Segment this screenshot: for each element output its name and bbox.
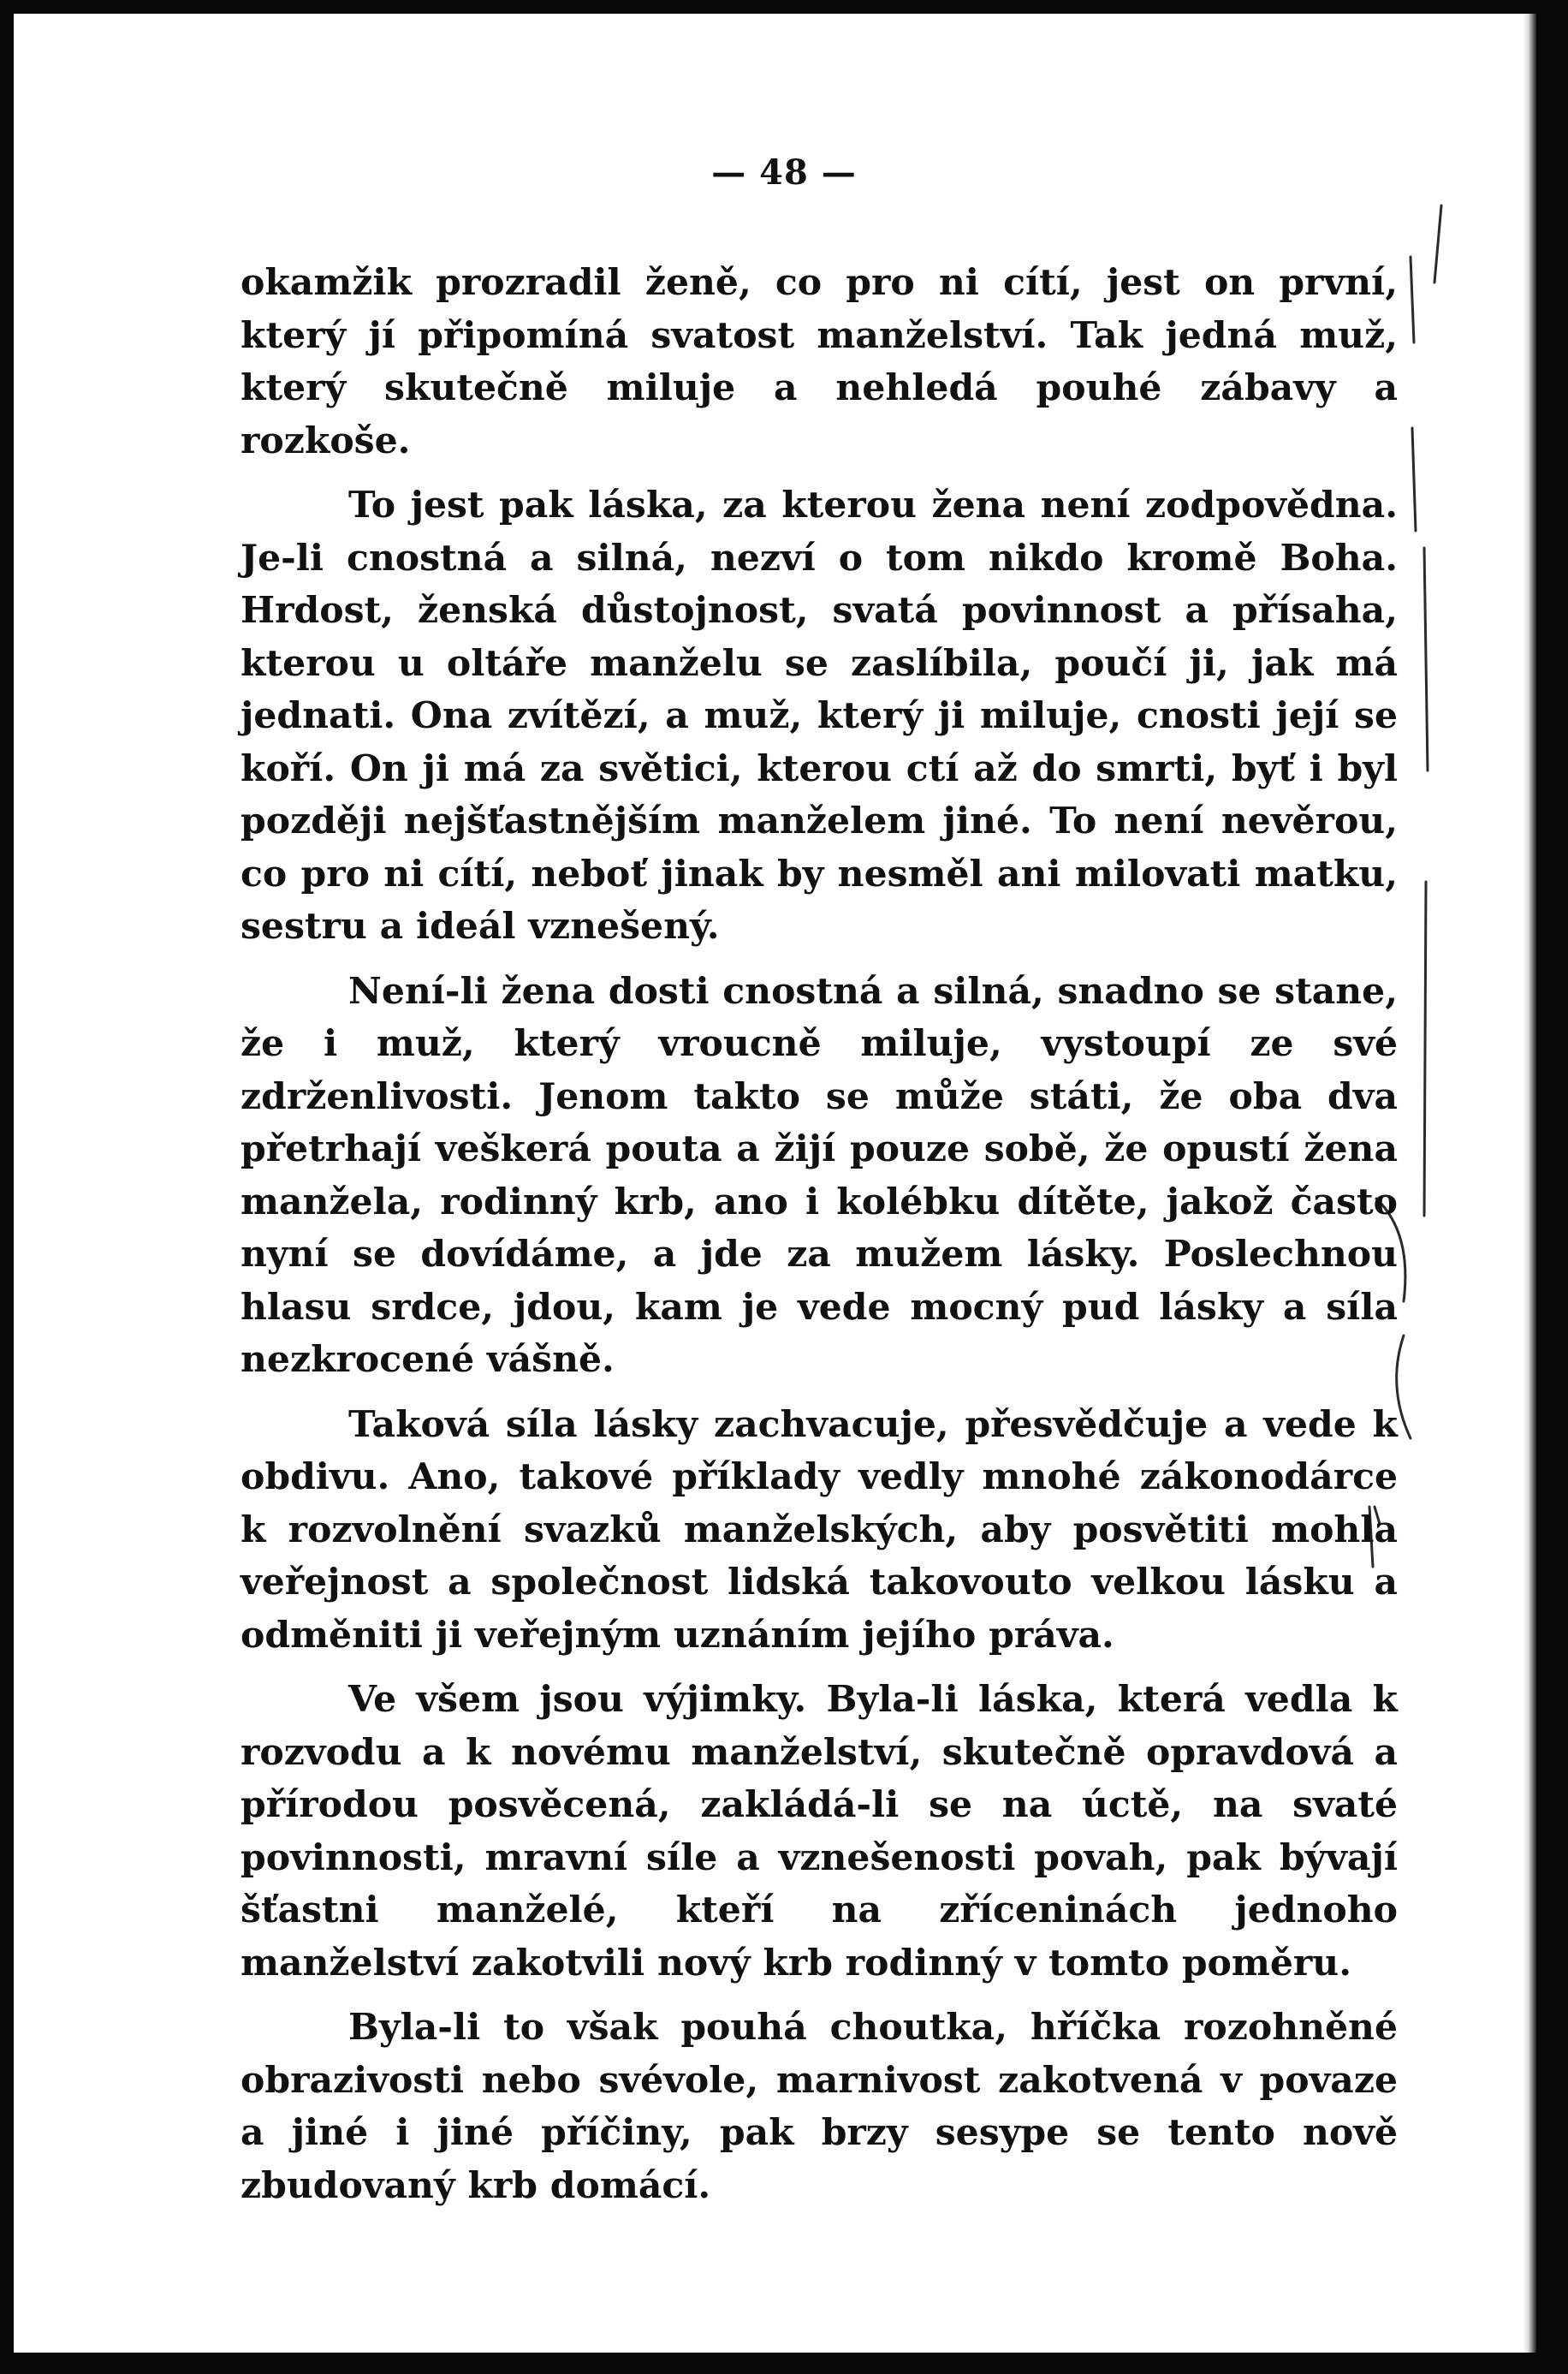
paragraph: To jest pak láska, za kterou žena není zodpovědna. Je-li cnostná a silná, nezví o tom nikdo kromě Boha. Hrdost, ženská důstojnost, svatá povinnost a přísaha, kterou u oltáře manželu se zaslíbila, poučí ji, jak má jednati. Ona zvítězí, a muž, který ji miluje, cnosti její se koří. On ji má za světici, kterou ctí až do smrti, byť i byl později nejšťastnějším manželem jiné. To není nevěrou, co pro ni cítí, neboť jinak by nesměl ani milovati matku, sestru a ideál vznešený.: [241, 484, 1398, 948]
paragraph: Není-li žena dosti cnostná a silná, snadno se stane, že i muž, který vroucně miluje, vystoupí ze své zdrženlivosti. Jenom takto se může státi, že oba dva přetrhají veškerá pouta a žijí pouze sobě, že opustí žena manžela, rodinný krb, ano i kolébku dítěte, jakož často nyní se dovídáme, a jde za mužem lásky. Poslechnou hlasu srdce, jdou, kam je vede mocný pud lásky a síla nezkrocené vášně.: [241, 969, 1398, 1381]
margin-mark: [1411, 257, 1414, 342]
scan-border-right: [1536, 0, 1568, 2374]
margin-mark: [1412, 428, 1416, 531]
paragraph: Byla-li to však pouhá choutka, hříčka rozohněné obrazivosti nebo svévole, marnivost zakotvená v povaze a jiné i jiné příčiny, pak brzy sesype se tento nově zbudovaný krb domácí.: [241, 2006, 1398, 2207]
scan-border-bottom: [0, 2353, 1568, 2374]
margin-mark: [1424, 882, 1426, 1216]
scan-border-top: [0, 0, 1568, 14]
margin-mark: [1424, 548, 1428, 771]
margin-mark: [1434, 205, 1441, 283]
paragraph: Ve všem jsou výjimky. Byla-li láska, která vedla k rozvodu a k novému manželství, skutečně opravdová a přírodou posvěcená, zakládá-li se na úctě, na svaté povinnosti, mravní síle a vznešenosti povah, pak bývají šťastni manželé, kteří na zříceninách jednoho manželství zakotvili nový krb rodinný v tomto poměru.: [241, 1678, 1398, 1984]
paragraph: Taková síla lásky zachvacuje, přesvědčuje a vede k obdivu. Ano, takové příklady vedly mnohé zákonodárce k rozvolnění svazků manželských, aby posvětiti mohla veřejnost a společnost lidská takovouto velkou lásku a odměniti ji veřejným uznáním jejího práva.: [241, 1402, 1398, 1657]
margin-mark: [1397, 1336, 1411, 1438]
paragraph: okamžik prozradil ženě, co pro ni cítí, jest on první, který jí připomíná svatost manželství. Tak jedná muž, který skutečně miluje a nehledá pouhé zábavy a rozkoše.: [241, 261, 1398, 462]
scan-border-left: [0, 0, 14, 2374]
page-number: — 48 —: [711, 152, 857, 193]
page-edge-shadow: [1523, 14, 1536, 2353]
page-body: [241, 257, 1398, 2224]
